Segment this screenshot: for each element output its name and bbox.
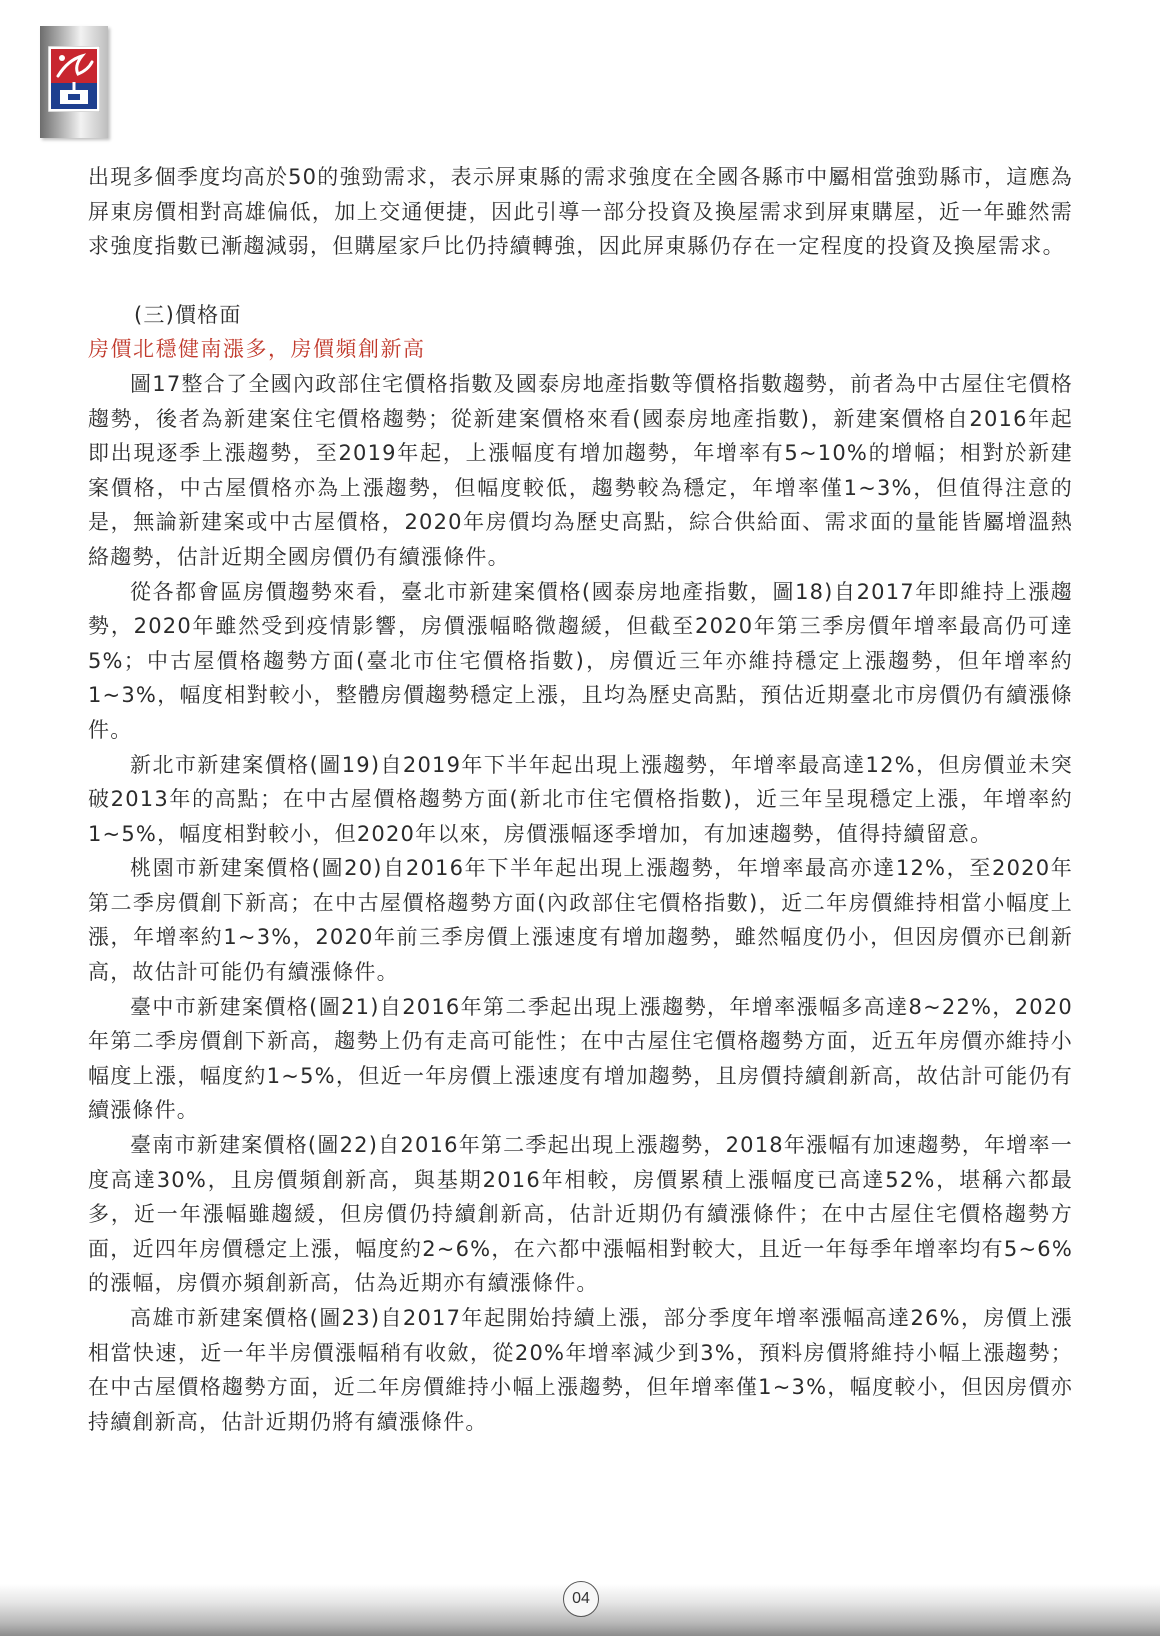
paragraph-new-taipei: 新北市新建案價格(圖19)自2019年下半年起出現上漲趨勢，年增率最高達12%，但房價並未突破2013年的高點；在中古屋價格趨勢方面(新北市住宅價格指數)，近三年呈現穩定上漲，年增率約1~5%，幅度相對較小，但2020年以來，房價漲幅逐季增加，有加速趨勢，值得持續留意。 bbox=[88, 752, 1073, 846]
section-label: (三)價格面 bbox=[134, 302, 242, 327]
section-heading: 房價北穩健南漲多，房價頻創新高 bbox=[88, 337, 426, 362]
logo-frame bbox=[40, 26, 108, 138]
paragraph-tainan: 臺南市新建案價格(圖22)自2016年第二季起出現上漲趨勢，2018年漲幅有加速趨勢，年增率一度高達30%，且房價頻創新高，與基期2016年相較，房價累積上漲幅度已高達52%，堪稱六都最多，近一年漲幅雖趨緩，但房價仍持續創新高，估計近期仍有續漲條件；在中古屋住宅價格趨勢方面，近四年房價穩定上漲，幅度約2~6%，在六都中漲幅相對較大，且近一年每季年增率均有5~6%的漲幅，房價亦頻創新高，估為近期亦有續漲條件。 bbox=[88, 1133, 1073, 1296]
intro-paragraph: 出現多個季度均高於50的強勁需求，表示屏東縣的需求強度在全國各縣市中屬相當強勁縣市，這應為屏東房價相對高雄偏低，加上交通便捷，因此引導一部分投資及換屋需求到屏東購屋，近一年雖然需求強度指數已漸趨減弱，但購屋家戶比仍持續轉強，因此屏東縣仍存在一定程度的投資及換屋需求。 bbox=[88, 165, 1073, 259]
paragraph-kaohsiung: 高雄市新建案價格(圖23)自2017年起開始持續上漲，部分季度年增率漲幅高達26%，房價上漲相當快速，近一年半房價漲幅稍有收斂，從20%年增率減少到3%，預料房價將維持小幅上漲趨勢；在中古屋價格趨勢方面，近二年房價維持小幅上漲趨勢，但年增率僅1~3%，幅度較小，但因房價亦持續創新高，估計近期仍將有續漲條件。 bbox=[88, 1306, 1073, 1434]
page-number: 04 bbox=[563, 1581, 599, 1617]
paragraph-taoyuan: 桃園市新建案價格(圖20)自2016年下半年起出現上漲趨勢，年增率最高亦達12%，至2020年第二季房價創下新高；在中古屋價格趨勢方面(內政部住宅價格指數)，近二年房價維持相當小幅度上漲，年增率約1~3%，2020年前三季房價上漲速度有增加趨勢，雖然幅度仍小，但因房價亦已創新高，故估計可能仍有續漲條件。 bbox=[88, 856, 1073, 985]
paragraph-national-prices: 圖17整合了全國內政部住宅價格指數及國泰房地產指數等價格指數趨勢，前者為中古屋住宅價格趨勢，後者為新建案住宅價格趨勢；從新建案價格來看(國泰房地產指數)，新建案價格自2016年起即出現逐季上漲趨勢，至2019年起，上漲幅度有增加趨勢，年增率有5~10%的增幅；相對於新建案價格，中古屋價格亦為上漲趨勢，但幅度較低，趨勢較為穩定，年增率僅1~3%，但值得注意的是，無論新建案或中古屋價格，2020年房價均為歷史高點，綜合供給面、需求面的量能皆屬增溫熱絡趨勢，估計近期全國房價仍有續漲條件。 bbox=[88, 371, 1073, 569]
paragraph-taipei: 從各都會區房價趨勢來看，臺北市新建案價格(國泰房地產指數，圖18)自2017年即維持上漲趨勢，2020年雖然受到疫情影響，房價漲幅略微趨緩，但截至2020年第三季房價年增率最高仍可達5%；中古屋價格趨勢方面(臺北市住宅價格指數)，房價近三年亦維持穩定上漲趨勢，但年增率約1~3%，幅度相對較小，整體房價趨勢穩定上漲，且均為歷史高點，預估近期臺北市房價仍有續漲條件。 bbox=[88, 579, 1073, 742]
article-body bbox=[88, 160, 1073, 1439]
paragraph-gap bbox=[88, 264, 1073, 298]
paragraph-taichung: 臺中市新建案價格(圖21)自2016年第二季起出現上漲趨勢，年增率漲幅多高達8~22%，2020年第二季房價創下新高，趨勢上仍有走高可能性；在中古屋住宅價格趨勢方面，近五年房價亦維持小幅度上漲，幅度約1~5%，但近一年房價上漲速度有增加趨勢，且房價持續創新高，故估計可能仍有續漲條件。 bbox=[88, 994, 1073, 1123]
company-emblem-icon bbox=[48, 46, 100, 112]
